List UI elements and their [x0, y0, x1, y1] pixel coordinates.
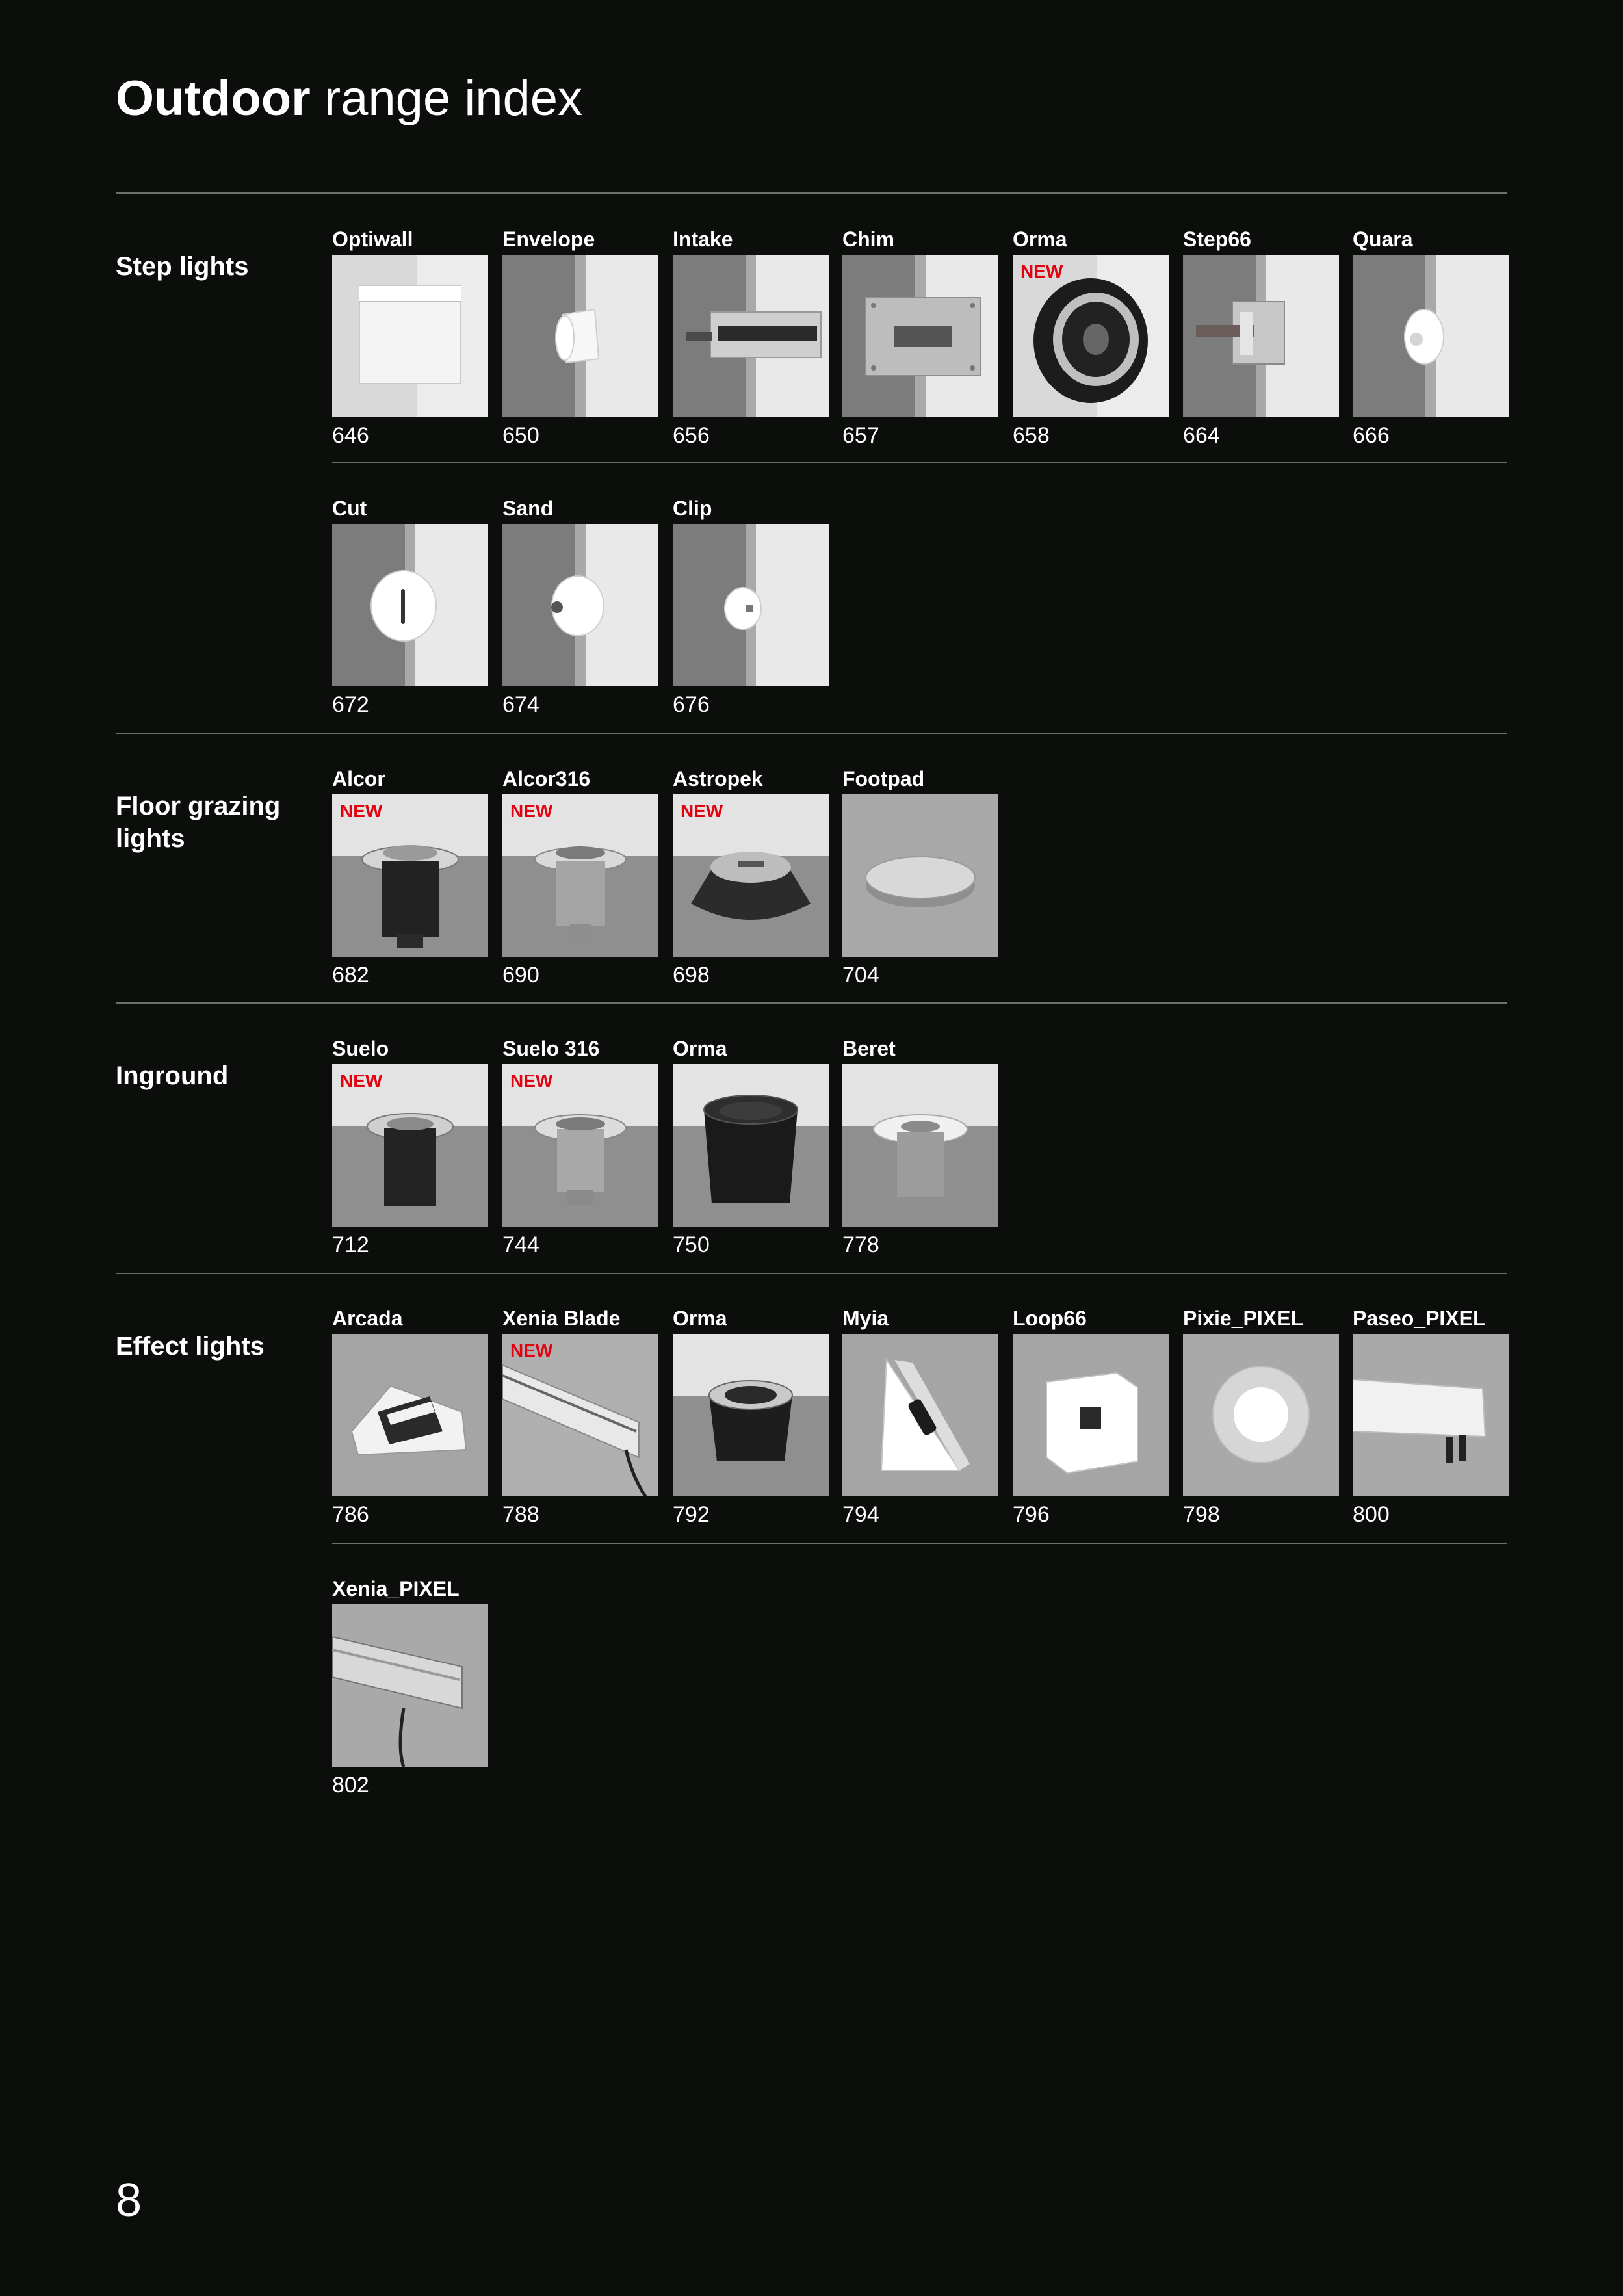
- divider-effect-lights: [116, 1273, 1507, 1274]
- footpad-product-icon[interactable]: [842, 794, 998, 957]
- product-name: Orma: [1013, 228, 1067, 251]
- new-badge: NEW: [510, 801, 553, 821]
- section-title-step-lights: Step lights: [116, 252, 249, 281]
- section-title-inground: Inground: [116, 1062, 229, 1090]
- section-title-effect-lights: Effect lights: [116, 1332, 265, 1361]
- product-page-number: 792: [673, 1502, 710, 1527]
- alcor-product-icon[interactable]: [332, 794, 488, 957]
- product-name: Envelope: [502, 228, 595, 251]
- product-name: Footpad: [842, 767, 925, 790]
- myia-product-icon[interactable]: [842, 1334, 998, 1496]
- envelope-product-icon[interactable]: [502, 255, 658, 417]
- product-name: Suelo 316: [502, 1037, 600, 1060]
- page-number: 8: [116, 2174, 142, 2226]
- product-page-number: 658: [1013, 423, 1050, 448]
- product-name: Optiwall: [332, 228, 413, 251]
- step66-product-icon[interactable]: [1183, 255, 1339, 417]
- product-page-number: 646: [332, 423, 369, 448]
- product-page-number: 778: [842, 1233, 879, 1257]
- product-page-number: 664: [1183, 423, 1220, 448]
- product-name: Orma: [673, 1037, 727, 1060]
- astropek-product-icon[interactable]: [673, 794, 829, 957]
- product-page-number: 704: [842, 963, 879, 987]
- product-name: Xenia Blade: [502, 1307, 621, 1330]
- quara-product-icon[interactable]: [1353, 255, 1509, 417]
- loop66-product-icon[interactable]: [1013, 1334, 1169, 1496]
- product-name: Sand: [502, 497, 554, 520]
- product-name: Xenia_PIXEL: [332, 1577, 460, 1600]
- beret-product-icon[interactable]: [842, 1064, 998, 1227]
- product-name: Alcor316: [502, 767, 591, 790]
- orma-step-product-icon[interactable]: [1013, 255, 1169, 417]
- new-badge: NEW: [340, 801, 383, 821]
- product-page-number: 656: [673, 423, 710, 448]
- new-badge: NEW: [340, 1071, 383, 1091]
- page-title-bold: Outdoor: [116, 71, 311, 126]
- clip-product-icon[interactable]: [673, 524, 829, 686]
- product-name: Orma: [673, 1307, 727, 1330]
- divider-floor-grazing: [116, 733, 1507, 734]
- chim-product-icon[interactable]: [842, 255, 998, 417]
- product-page-number: 744: [502, 1233, 539, 1257]
- xenia-blade-product-icon[interactable]: [502, 1334, 658, 1496]
- arcada-product-icon[interactable]: [332, 1334, 488, 1496]
- product-name: Astropek: [673, 767, 763, 790]
- optiwall-product-icon[interactable]: [332, 255, 488, 417]
- divider-inground: [116, 1002, 1507, 1004]
- product-page-number: 788: [502, 1502, 539, 1527]
- product-page-number: 786: [332, 1502, 369, 1527]
- product-page-number: 796: [1013, 1502, 1050, 1527]
- product-page-number: 676: [673, 692, 710, 717]
- new-badge: NEW: [681, 801, 723, 821]
- product-name: Alcor: [332, 767, 385, 790]
- product-page-number: 650: [502, 423, 539, 448]
- intake-product-icon[interactable]: [673, 255, 829, 417]
- product-page-number: 794: [842, 1502, 879, 1527]
- new-badge: NEW: [510, 1340, 553, 1361]
- product-page-number: 798: [1183, 1502, 1220, 1527]
- product-page-number: 698: [673, 963, 710, 987]
- sand-product-icon[interactable]: [502, 524, 658, 686]
- paseo-pixel-product-icon[interactable]: [1353, 1334, 1509, 1496]
- product-name: Cut: [332, 497, 367, 520]
- new-badge: NEW: [510, 1071, 553, 1091]
- product-page-number: 674: [502, 692, 539, 717]
- product-name: Suelo: [332, 1037, 389, 1060]
- product-page-number: 666: [1353, 423, 1390, 448]
- new-badge: NEW: [1020, 261, 1063, 281]
- product-name: Myia: [842, 1307, 889, 1330]
- product-page-number: 672: [332, 692, 369, 717]
- product-name: Step66: [1183, 228, 1251, 251]
- product-page-number: 682: [332, 963, 369, 987]
- pixie-pixel-product-icon[interactable]: [1183, 1334, 1339, 1496]
- cut-product-icon[interactable]: [332, 524, 488, 686]
- product-name: Quara: [1353, 228, 1413, 251]
- product-name: Paseo_PIXEL: [1353, 1307, 1486, 1330]
- product-page-number: 750: [673, 1233, 710, 1257]
- orma-effect-product-icon[interactable]: [673, 1334, 829, 1496]
- divider-step-lights-row: [332, 462, 1507, 463]
- section-title-floor-grazing-lights: Floor grazing lights: [116, 792, 281, 853]
- product-page-number: 690: [502, 963, 539, 987]
- product-name: Chim: [842, 228, 894, 251]
- page-title: [116, 68, 582, 130]
- product-name: Intake: [673, 228, 733, 251]
- divider-effect-lights-row: [332, 1543, 1507, 1544]
- divider-top: [116, 192, 1507, 194]
- product-name: Arcada: [332, 1307, 403, 1330]
- orma-inground-product-icon[interactable]: [673, 1064, 829, 1227]
- product-name: Loop66: [1013, 1307, 1087, 1330]
- product-page-number: 802: [332, 1773, 369, 1797]
- product-name: Beret: [842, 1037, 896, 1060]
- product-name: Clip: [673, 497, 712, 520]
- alcor316-product-icon[interactable]: [502, 794, 658, 957]
- product-page-number: 800: [1353, 1502, 1390, 1527]
- product-page-number: 712: [332, 1233, 369, 1257]
- page-title-rest: range index: [310, 71, 582, 126]
- product-page-number: 657: [842, 423, 879, 448]
- suelo316-product-icon[interactable]: [502, 1064, 658, 1227]
- xenia-pixel-product-icon[interactable]: [332, 1604, 488, 1767]
- suelo-product-icon[interactable]: [332, 1064, 488, 1227]
- product-name: Pixie_PIXEL: [1183, 1307, 1303, 1330]
